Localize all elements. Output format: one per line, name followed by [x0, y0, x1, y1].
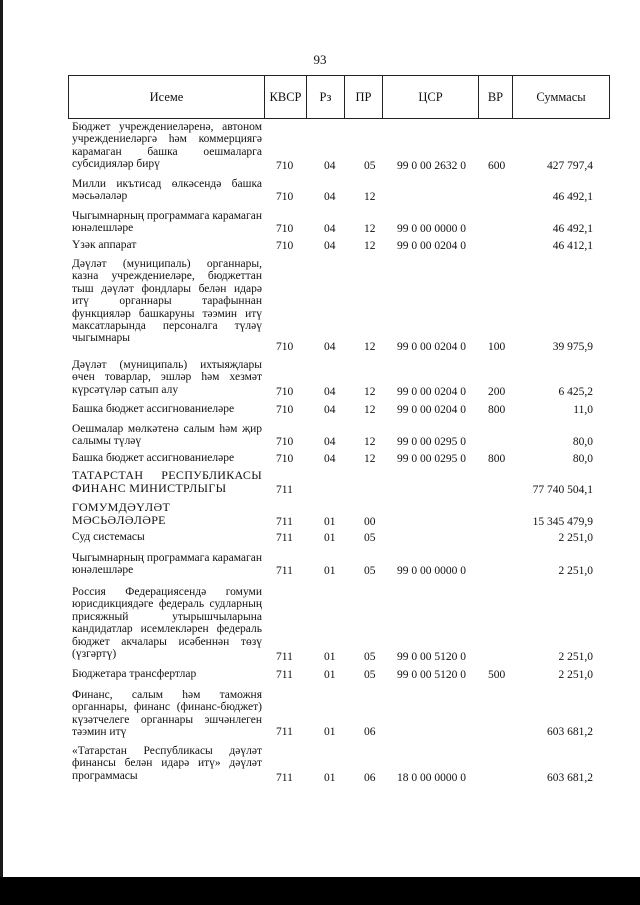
row-pr: 12 — [364, 453, 376, 465]
row-rz: 04 — [324, 436, 336, 448]
row-csr: 99 0 00 0204 0 — [397, 404, 466, 416]
row-kvsr: 711 — [276, 516, 293, 528]
row-pr: 12 — [364, 436, 376, 448]
row-vr: 100 — [488, 341, 506, 353]
row-rz: 01 — [324, 565, 336, 577]
row-sum: 2 251,0 — [558, 565, 593, 577]
table-row — [0, 501, 640, 529]
row-rz: 04 — [324, 341, 336, 353]
row-csr: 99 0 00 0000 0 — [397, 223, 466, 235]
row-name: Башка бюджет ассигнованиеләре — [72, 452, 235, 464]
row-pr: 12 — [364, 386, 376, 398]
header-rz: Рз — [307, 76, 345, 118]
row-kvsr: 710 — [276, 436, 294, 448]
row-sum: 46 492,1 — [552, 223, 593, 235]
table-row — [0, 239, 640, 253]
row-sum: 2 251,0 — [558, 669, 593, 681]
row-name: Чыгымнарның программага карамаган юнәлешләре — [72, 210, 262, 235]
row-sum: 80,0 — [572, 453, 593, 465]
row-name: Дәүләт (муниципаль) органнары, казна учреждениеләре, бюджеттан тыш дәүләт фондлары белән идарә итү органнары тарафыннан функцияләр башкаруны тәэмин итү максатларында персоналга түләү чыгымнары — [72, 258, 262, 345]
row-csr: 99 0 00 2632 0 — [397, 160, 466, 172]
row-pr: 05 — [364, 651, 376, 663]
row-rz: 01 — [324, 532, 336, 544]
header-csr: ЦСР — [383, 76, 479, 118]
row-vr: 800 — [488, 404, 506, 416]
row-rz: 04 — [324, 404, 336, 416]
row-kvsr: 711 — [276, 772, 293, 784]
table-row — [0, 210, 640, 236]
row-kvsr: 710 — [276, 386, 294, 398]
row-sum: 80,0 — [572, 436, 593, 448]
row-rz: 01 — [324, 726, 336, 738]
row-sum: 603 681,2 — [547, 726, 593, 738]
row-csr: 99 0 00 0000 0 — [397, 565, 466, 577]
row-vr: 600 — [488, 160, 506, 172]
row-name: Милли икътисад өлкәсендә башка мәсьәләләр — [72, 178, 262, 203]
row-name: Үзәк аппарат — [72, 239, 137, 251]
row-rz: 01 — [324, 516, 336, 528]
row-kvsr: 711 — [276, 565, 293, 577]
row-csr: 99 0 00 0295 0 — [397, 453, 466, 465]
table-row — [0, 689, 640, 739]
row-sum: 427 797,4 — [547, 160, 593, 172]
row-name: ГОМУМДӘҮЛӘТ МӘСЬӘЛӘЛӘРЕ — [72, 500, 171, 527]
row-sum: 2 251,0 — [558, 532, 593, 544]
scan-bottom-border — [0, 877, 640, 905]
row-pr: 05 — [364, 160, 376, 172]
table-row — [0, 668, 640, 682]
row-name: Бюджет учреждениеләренә, автоном учреждениеләргә һәм коммерциягә карамаган башка оешмаларга субсидияләр бирү — [72, 121, 262, 171]
row-kvsr: 710 — [276, 160, 294, 172]
row-pr: 12 — [364, 404, 376, 416]
row-vr: 200 — [488, 386, 506, 398]
row-kvsr: 711 — [276, 726, 293, 738]
row-pr: 05 — [364, 532, 376, 544]
row-rz: 01 — [324, 669, 336, 681]
row-pr: 12 — [364, 240, 376, 252]
row-name: Оешмалар мөлкәтенә салым һәм җир салымы түләү — [72, 423, 262, 448]
row-sum: 6 425,2 — [558, 386, 593, 398]
row-name: Финанс, салым һәм таможня органнары, финанс (финанс-бюджет) күзәтчелеге органнары эшчәнлеген тәэмин итү — [72, 689, 262, 739]
page-number: 93 — [313, 52, 327, 67]
table-row — [0, 745, 640, 785]
row-pr: 12 — [364, 341, 376, 353]
row-name: «Татарстан Республикасы дәүләт финансы белән идарә итү» дәүләт программасы — [72, 745, 262, 782]
row-pr: 06 — [364, 772, 376, 784]
row-kvsr: 710 — [276, 341, 294, 353]
row-vr: 800 — [488, 453, 506, 465]
table-row — [0, 359, 640, 399]
row-pr: 12 — [364, 223, 376, 235]
row-kvsr: 711 — [276, 651, 293, 663]
table-row — [0, 531, 640, 545]
table-row — [0, 552, 640, 578]
table-row — [0, 586, 640, 664]
row-csr: 99 0 00 0204 0 — [397, 240, 466, 252]
header-sum: Суммасы — [536, 90, 586, 104]
row-rz: 01 — [324, 651, 336, 663]
row-rz: 04 — [324, 240, 336, 252]
row-csr: 99 0 00 5120 0 — [397, 651, 466, 663]
row-rz: 04 — [324, 191, 336, 203]
row-name: ТАТАРСТАН РЕСПУБЛИКАСЫ ФИНАНС МИНИСТРЛЫГЫ — [72, 468, 262, 495]
row-kvsr: 710 — [276, 240, 294, 252]
row-csr: 18 0 00 0000 0 — [397, 772, 466, 784]
row-pr: 05 — [364, 669, 376, 681]
table-row — [0, 452, 640, 466]
table-row — [0, 178, 640, 204]
row-sum: 39 975,9 — [552, 341, 593, 353]
row-csr: 99 0 00 0204 0 — [397, 386, 466, 398]
row-rz: 04 — [324, 386, 336, 398]
row-kvsr: 710 — [276, 191, 294, 203]
row-pr: 06 — [364, 726, 376, 738]
row-name: Бюджетара трансфертлар — [72, 668, 197, 680]
row-kvsr: 711 — [276, 532, 293, 544]
row-sum: 11,0 — [573, 404, 593, 416]
header-kvsr: КВСР — [265, 76, 307, 118]
row-sum: 15 345 479,9 — [532, 516, 593, 528]
row-kvsr: 711 — [276, 669, 293, 681]
row-name: Суд системасы — [72, 531, 145, 543]
row-name: Чыгымнарның программага карамаган юнәлешләре — [72, 552, 262, 577]
table-header — [68, 75, 610, 119]
row-kvsr: 710 — [276, 223, 294, 235]
row-sum: 603 681,2 — [547, 772, 593, 784]
header-pr: ПР — [345, 76, 383, 118]
table-row — [0, 469, 640, 497]
row-csr: 99 0 00 0295 0 — [397, 436, 466, 448]
row-rz: 04 — [324, 453, 336, 465]
row-sum: 46 492,1 — [552, 191, 593, 203]
header-vr: ВР — [479, 76, 513, 118]
table-row — [0, 423, 640, 449]
table-row — [0, 121, 640, 173]
table-row — [0, 403, 640, 417]
header-name: Исеме — [69, 76, 265, 118]
row-vr: 500 — [488, 669, 506, 681]
row-kvsr: 710 — [276, 453, 294, 465]
row-rz: 01 — [324, 772, 336, 784]
row-rz: 04 — [324, 160, 336, 172]
row-name: Башка бюджет ассигнованиеләре — [72, 403, 235, 415]
row-sum: 77 740 504,1 — [532, 484, 593, 496]
table-row — [0, 258, 640, 354]
row-csr: 99 0 00 0204 0 — [397, 341, 466, 353]
row-name: Дәүләт (муниципаль) ихтыяҗлары өчен товарлар, эшләр һәм хезмәт күрсәтүләр сатып алу — [72, 359, 262, 396]
row-pr: 05 — [364, 565, 376, 577]
row-sum: 2 251,0 — [558, 651, 593, 663]
row-name: Россия Федерациясендә гомуми юрисдикциядәге федераль судларның присяжный утырышчыларына кандидатлар исемлекләрен федераль бюджет акчалары исәбеннән төзү (үзгәртү) — [72, 586, 262, 661]
row-rz: 04 — [324, 223, 336, 235]
row-pr: 00 — [364, 516, 376, 528]
row-kvsr: 710 — [276, 404, 294, 416]
row-pr: 12 — [364, 191, 376, 203]
row-csr: 99 0 00 5120 0 — [397, 669, 466, 681]
row-sum: 46 412,1 — [552, 240, 593, 252]
row-kvsr: 711 — [276, 484, 293, 496]
